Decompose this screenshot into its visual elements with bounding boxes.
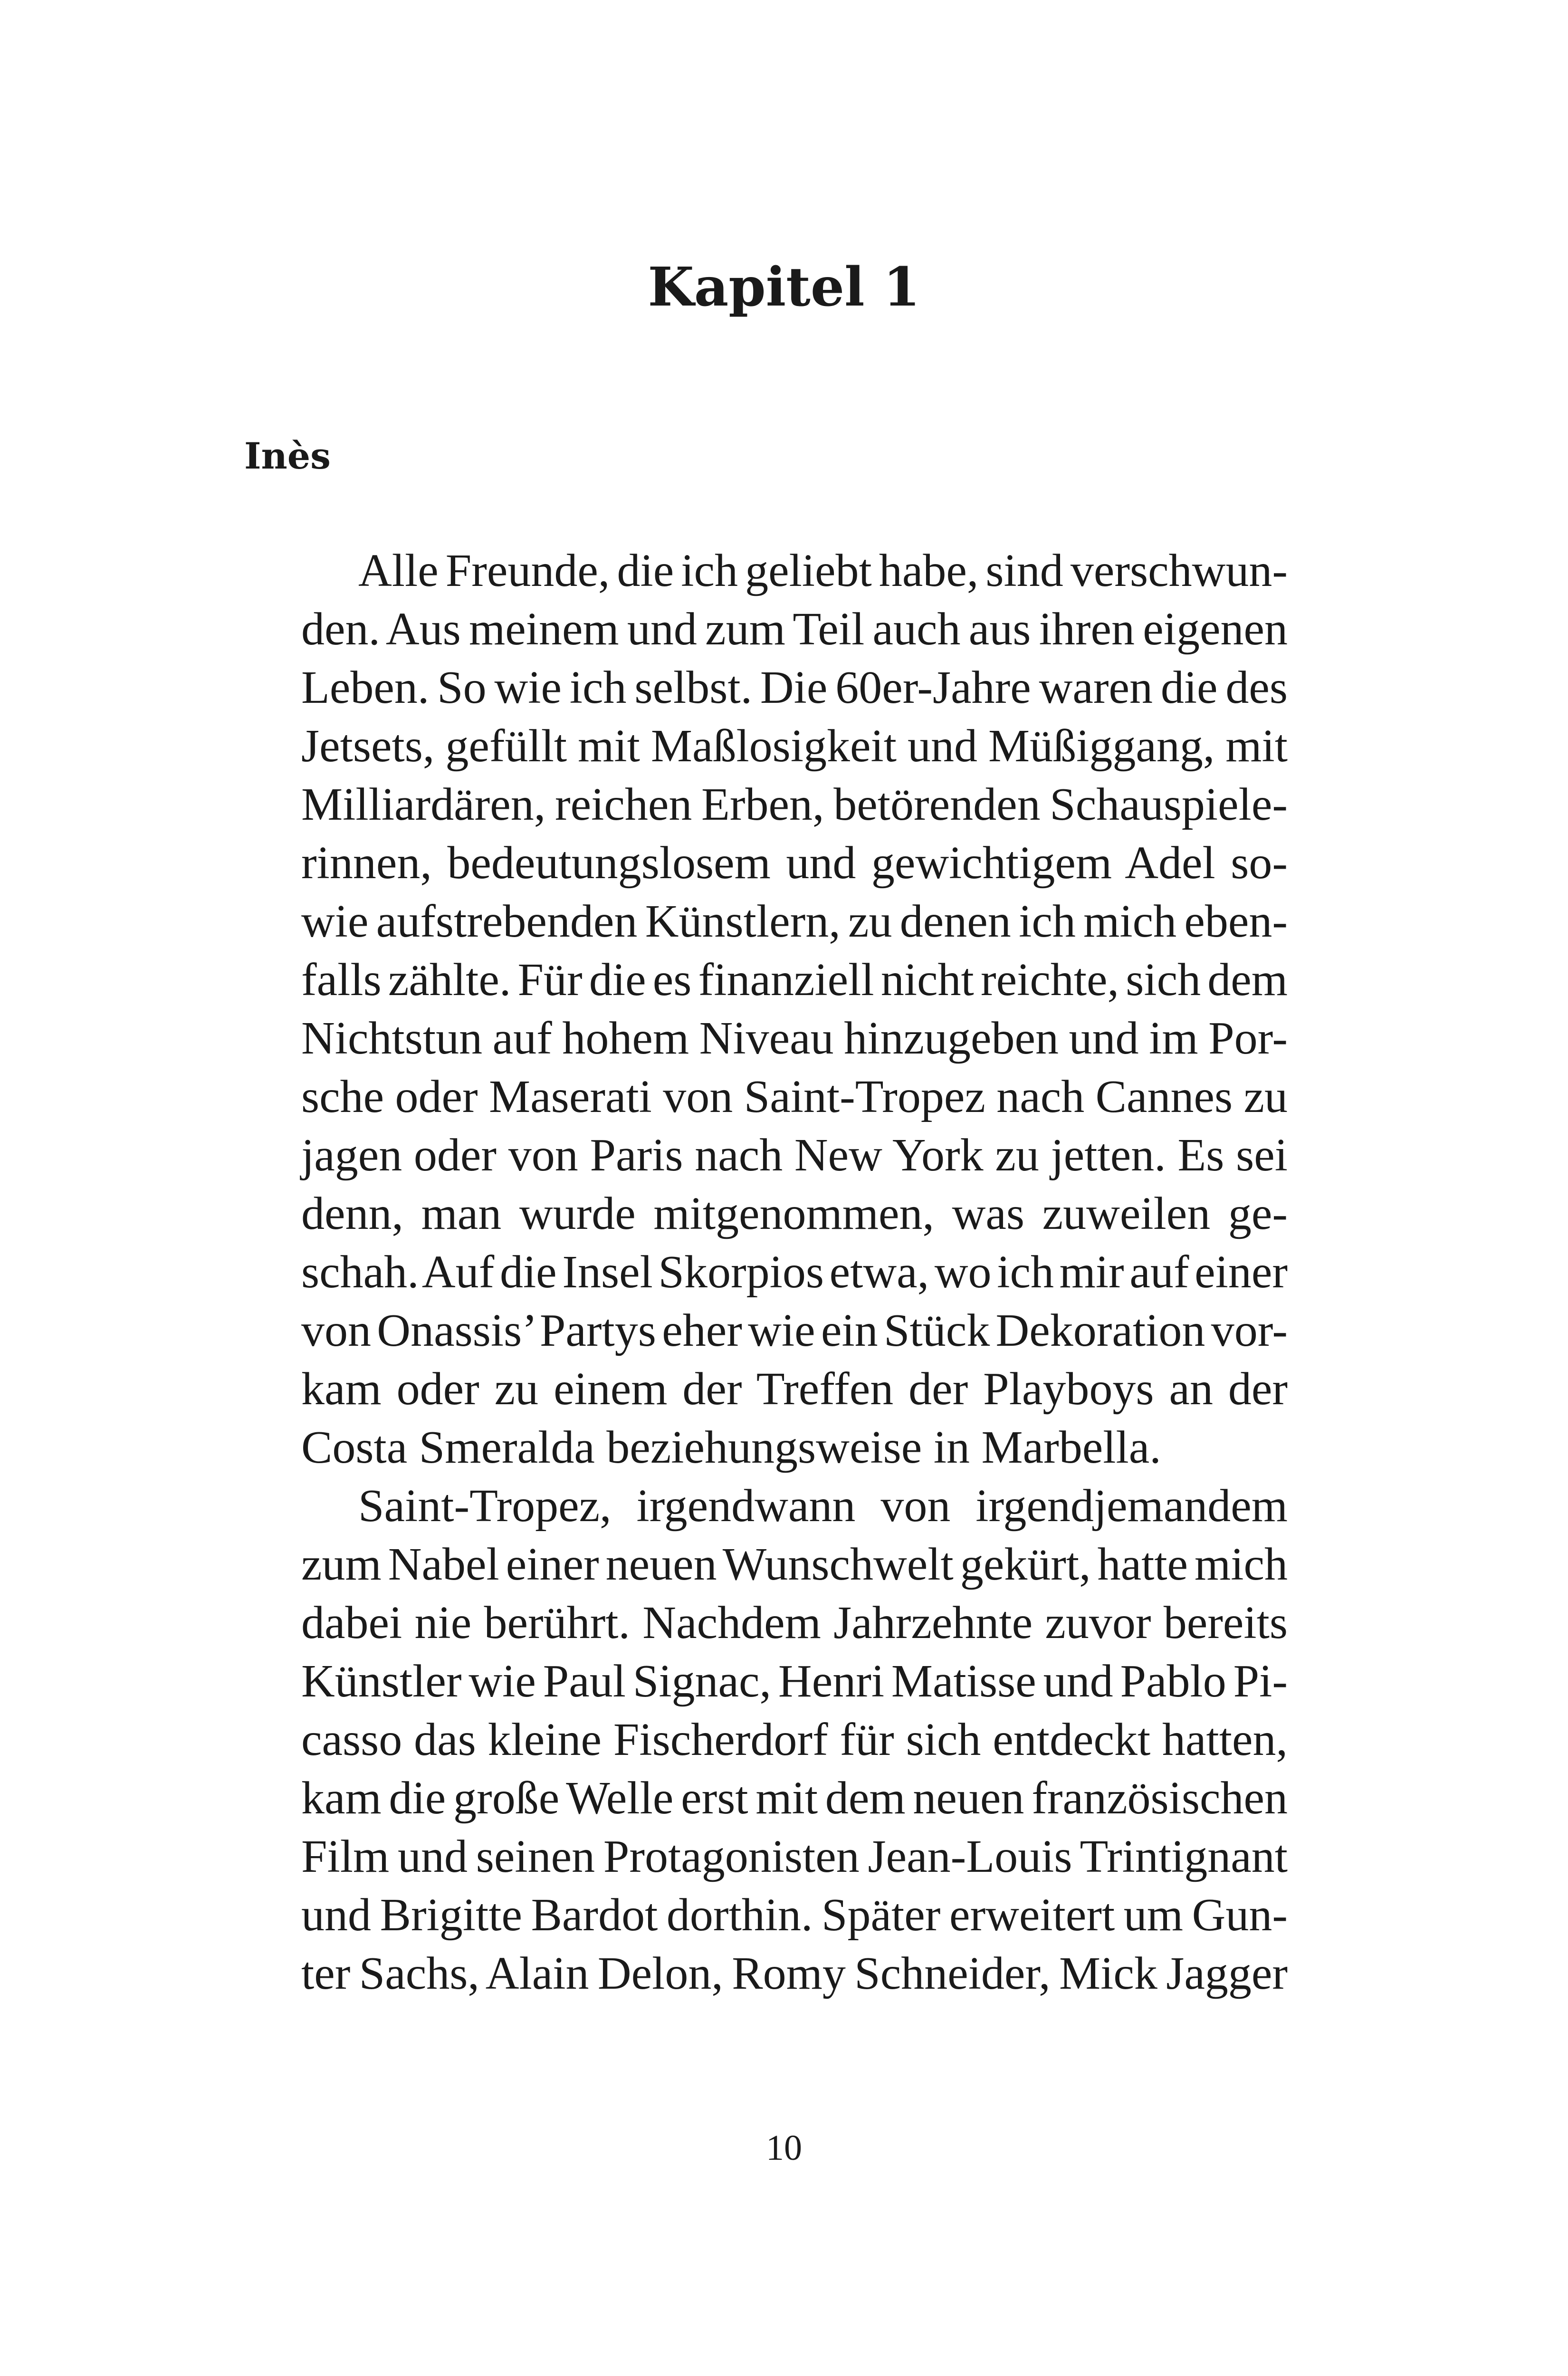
text-line: und Brigitte Bardot dorthin. Später erweitert um Gun- <box>301 1889 1288 1941</box>
text-line: Costa Smeralda beziehungsweise in Marbella. <box>301 1422 1161 1473</box>
text-line: ter Sachs, Alain Delon, Romy Schneider, Mick Jagger <box>301 1948 1288 1999</box>
text-line: Jetsets, gefüllt mit Maßlosigkeit und Müßiggang, mit <box>301 720 1288 772</box>
text-line: zum Nabel einer neuen Wunschwelt gekürt, hatte mich <box>301 1539 1288 1590</box>
text-line: Film und seinen Protagonisten Jean-Louis Trintignant <box>301 1831 1288 1882</box>
paragraph-1 <box>244 542 1288 1477</box>
page-number: 10 <box>766 2128 802 2168</box>
text-line: Nichtstun auf hohem Niveau hinzugeben und im Por- <box>301 1013 1288 1064</box>
body-text <box>244 542 1288 2003</box>
text-line: Leben. So wie ich selbst. Die 60er-Jahre waren die des <box>301 662 1288 713</box>
text-line: dabei nie berührt. Nachdem Jahrzehnte zuvor bereits <box>301 1597 1288 1648</box>
text-line: denn, man wurde mitgenommen, was zuweilen ge- <box>301 1188 1288 1239</box>
text-line: jagen oder von Paris nach New York zu jetten. Es sei <box>301 1130 1288 1181</box>
chapter-title: Kapitel 1 <box>648 256 920 318</box>
section-heading: Inès <box>244 435 331 477</box>
text-line: sche oder Maserati von Saint-Tropez nach Cannes zu <box>301 1071 1288 1122</box>
text-line: schah. Auf die Insel Skorpios etwa, wo ich mir auf einer <box>301 1246 1288 1298</box>
text-line: falls zählte. Für die es finanziell nicht reichte, sich dem <box>301 954 1288 1006</box>
text-line: Milliardären, reichen Erben, betörenden Schauspiele- <box>301 779 1288 830</box>
text-line: kam oder zu einem der Treffen der Playboys an der <box>301 1363 1288 1415</box>
text-line: casso das kleine Fischerdorf für sich entdeckt hatten, <box>301 1714 1288 1765</box>
text-line: rinnen, bedeutungslosem und gewichtigem Adel so- <box>301 837 1288 889</box>
text-line: Künstler wie Paul Signac, Henri Matisse und Pablo Pi- <box>301 1656 1288 1707</box>
text-line: den. Aus meinem und zum Teil auch aus ihren eigenen <box>301 604 1288 655</box>
text-line: Alle Freunde, die ich geliebt habe, sind verschwun- <box>358 545 1288 596</box>
paragraph-2 <box>244 1477 1288 2003</box>
text-line: Saint-Tropez, irgendwann von irgendjemandem <box>358 1480 1288 1532</box>
text-line: wie aufstrebenden Künstlern, zu denen ich mich eben- <box>301 896 1288 947</box>
text-line: von Onassis’ Partys eher wie ein Stück Dekoration vor- <box>301 1305 1288 1356</box>
text-line: kam die große Welle erst mit dem neuen französischen <box>301 1772 1288 1824</box>
